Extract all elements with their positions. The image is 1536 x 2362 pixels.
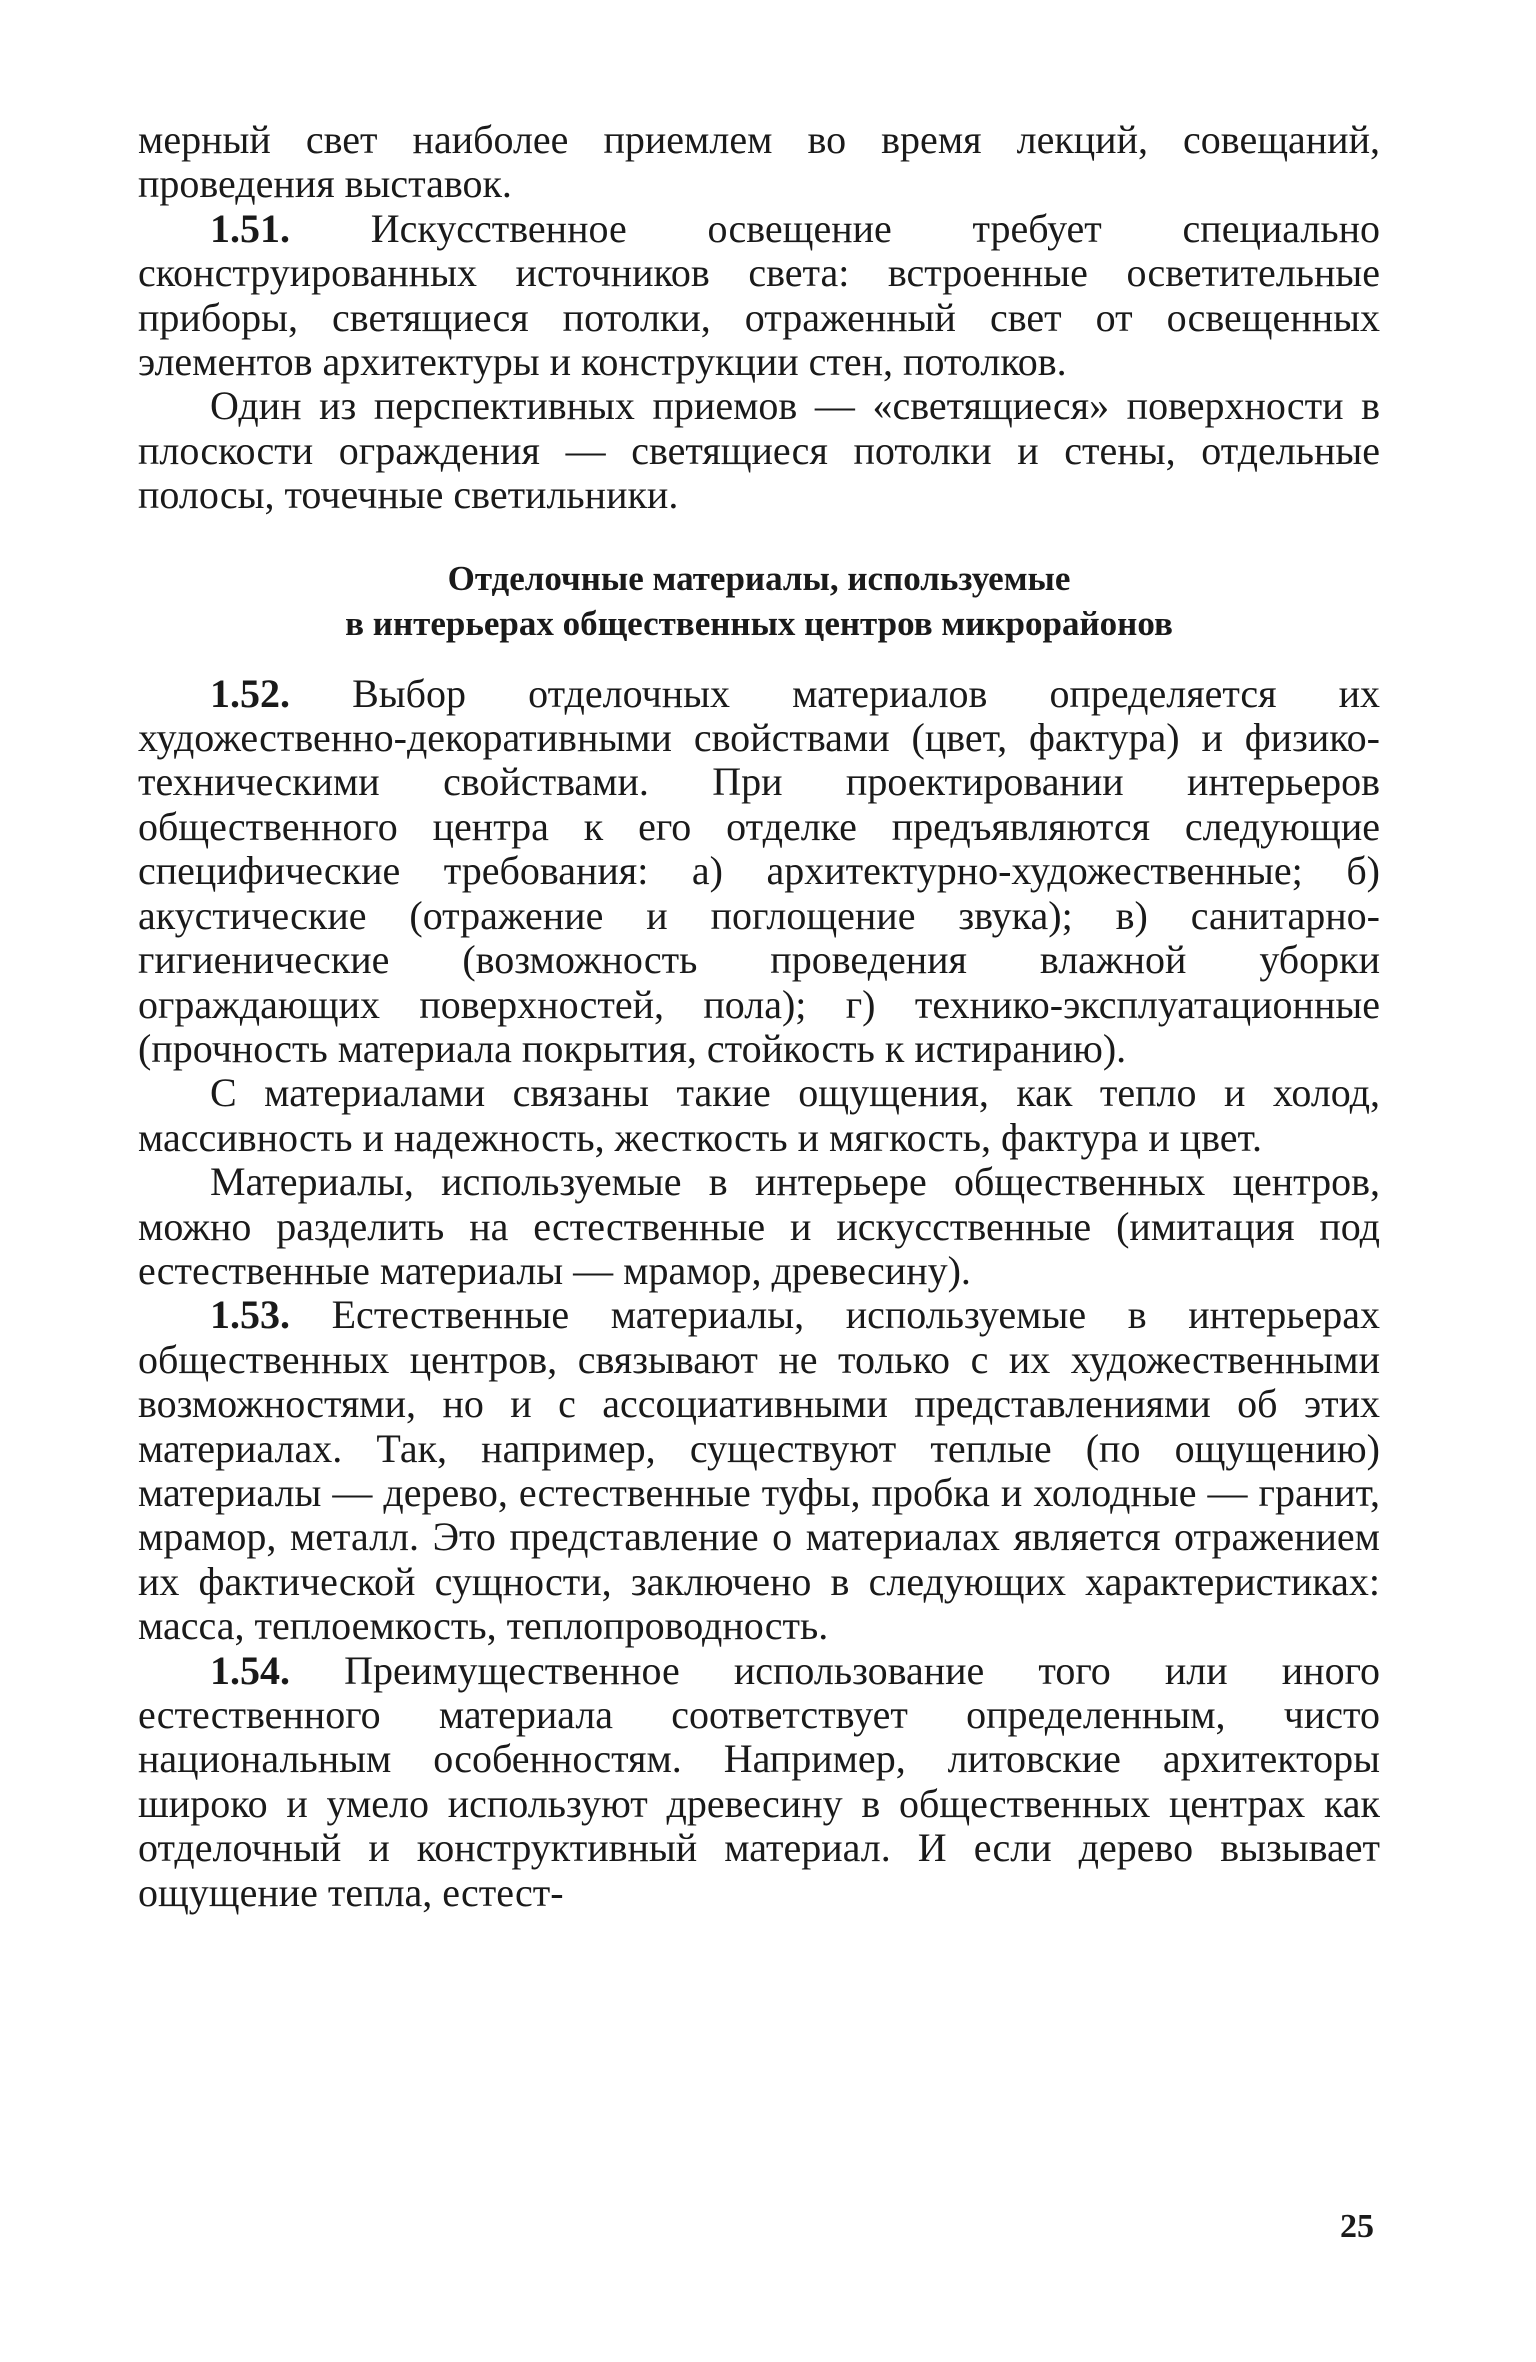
paragraph-number: 1.51. <box>210 205 290 251</box>
paragraph-1-53 <box>138 1293 1380 1648</box>
paragraph-1-51 <box>138 207 1380 385</box>
section-heading-line-1: Отделочные материалы, используемые <box>447 558 1071 598</box>
paragraph-text: С материалами связаны такие ощущения, как тепло и холод, массивность и надежность, жесткость и мягкость, фактура и цвет. <box>138 1070 1380 1160</box>
section-heading <box>138 556 1380 646</box>
paragraph-text: Выбор отделочных материалов определяется их художественно-декоративными свойствами (цвет, фактура) и физико-техническими свойствами. При проектировании интерьеров общественного центра к его отделке предъявляются следующие специфические требования: а) архитектурно-художественные; б) акустические (отражение и поглощение звука); в) санитарно-гигиенические (возможность проведения влажной уборки ограждающих поверхностей, пола); г) технико-эксплуатационные (прочность материала покрытия, стойкость к истиранию). <box>138 670 1381 1071</box>
paragraph-number: 1.52. <box>210 670 290 716</box>
paragraph-number: 1.54. <box>210 1647 290 1693</box>
page-body <box>138 118 1380 1915</box>
paragraph-material-types <box>138 1160 1380 1293</box>
paragraph-1-52 <box>138 672 1380 1072</box>
paragraph-text: Искусственное освещение требует специально сконструированных источников света: встроенные осветительные приборы, светящиеся потолки, отраженный свет от освещенных элементов архитектуры и конструкции стен, потолков. <box>138 205 1380 385</box>
paragraph-number: 1.53. <box>210 1292 290 1338</box>
paragraph-luminous-surfaces <box>138 384 1380 517</box>
paragraph-text: Естественные материалы, используемые в интерьерах общественных центров, связывают не только с их художественными возможностями, но и с ассоциативными представлениями об этих материалах. Так, например, существуют теплые (по ощущению) материалы — дерево, естественные туфы, пробка и холодные — гранит, мрамор, металл. Это представление о материалах является отражением их фактической сущности, заключено в следующих характеристиках: масса, теплоемкость, теплопроводность. <box>138 1292 1380 1649</box>
paragraph-sensations <box>138 1071 1380 1160</box>
paragraph-text: мерный свет наиболее приемлем во время лекций, совещаний, проведения выставок. <box>138 117 1380 207</box>
paragraph-continuation <box>138 118 1380 207</box>
paragraph-1-54 <box>138 1649 1380 1915</box>
paragraph-text: Материалы, используемые в интерьере общественных центров, можно разделить на естественные и искусственные (имитация под естественные материалы — мрамор, древесину). <box>138 1159 1380 1293</box>
page-number: 25 <box>1340 2208 1374 2245</box>
section-heading-line-2: в интерьерах общественных центров микрорайонов <box>345 603 1173 643</box>
paragraph-text: Преимущественное использование того или иного естественного материала соответствует определенным, чисто национальным особенностям. Например, литовские архитекторы широко и умело используют древесину в общественных центрах как отделочный и конструктивный материал. И если дерево вызывает ощущение тепла, естест- <box>138 1647 1380 1915</box>
paragraph-text: Один из перспективных приемов — «светящиеся» поверхности в плоскости ограждения — светящиеся потолки и стены, отдельные полосы, точечные светильники. <box>138 383 1380 518</box>
